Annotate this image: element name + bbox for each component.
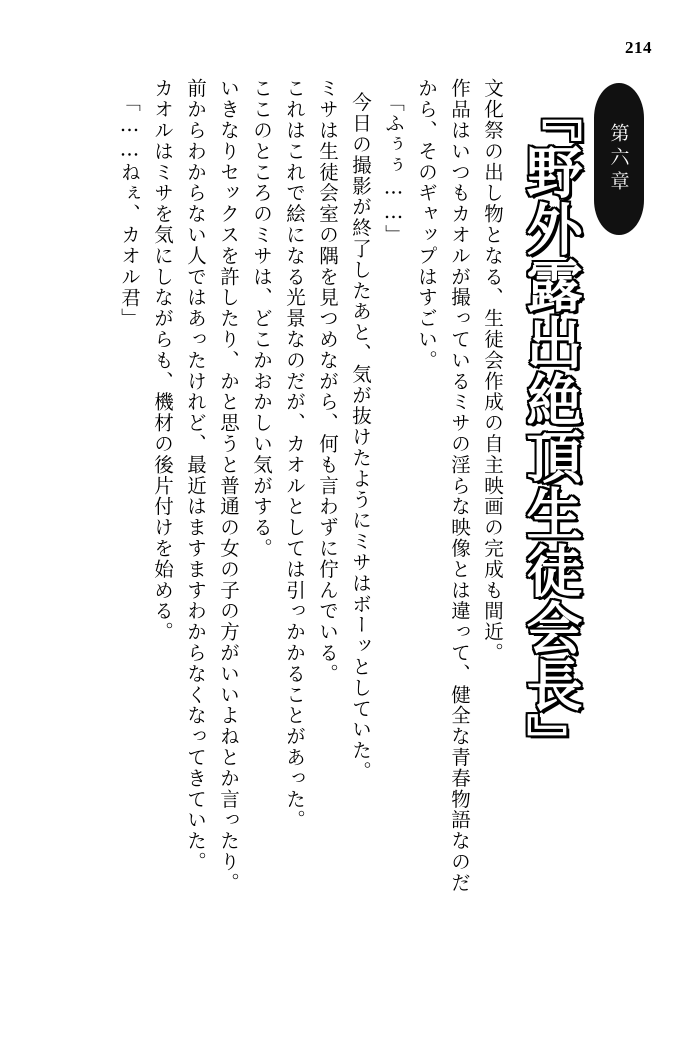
text-column: 文化祭の出し物となる、生徒会作成の自主映画の完成も間近。	[481, 78, 504, 664]
chapter-heading	[508, 78, 648, 990]
chapter-number-badge	[592, 78, 646, 234]
text-column: ここのところのミサは、どこかおかしい気がする。	[250, 78, 273, 559]
text-column: カオルはミサを気にしながらも、機材の後片付けを始める。	[151, 78, 174, 643]
text-column: 今日の撮影が終了したあと、気が抜けたようにミサはボーッとしていた。	[349, 92, 372, 782]
page-body	[78, 78, 648, 990]
text-column: ミサは生徒会室の隅を見つめながら、何も言わずに佇んでいる。	[316, 78, 339, 685]
chapter-number-label: 第六章	[607, 123, 630, 195]
text-column: いきなりセックスを許したり、かと思うと普通の女の子の方がいいよねとか言ったり。	[217, 78, 240, 894]
text-column: これはこれで絵になる光景なのだが、カオルとしては引っかかることがあった。	[283, 78, 306, 831]
chapter-title	[508, 78, 592, 998]
text-column: から、そのギャップはすごい。	[415, 78, 438, 371]
text-column: 「ふぅぅ……」	[382, 92, 405, 246]
chapter-badge-shape	[595, 84, 643, 234]
text-column: 作品はいつもカオルが撮っているミサの淫らな映像とは違って、健全な青春物語なのだ	[448, 78, 471, 894]
chapter-title-text: 『野外露出絶頂生徒会長』	[517, 86, 583, 770]
page-number: 214	[625, 38, 652, 57]
text-column: 前からわからない人ではあったけれど、最近はますますわからなくなってきていた。	[184, 78, 207, 873]
text-column: 「……ねぇ、カオル君」	[118, 92, 141, 329]
